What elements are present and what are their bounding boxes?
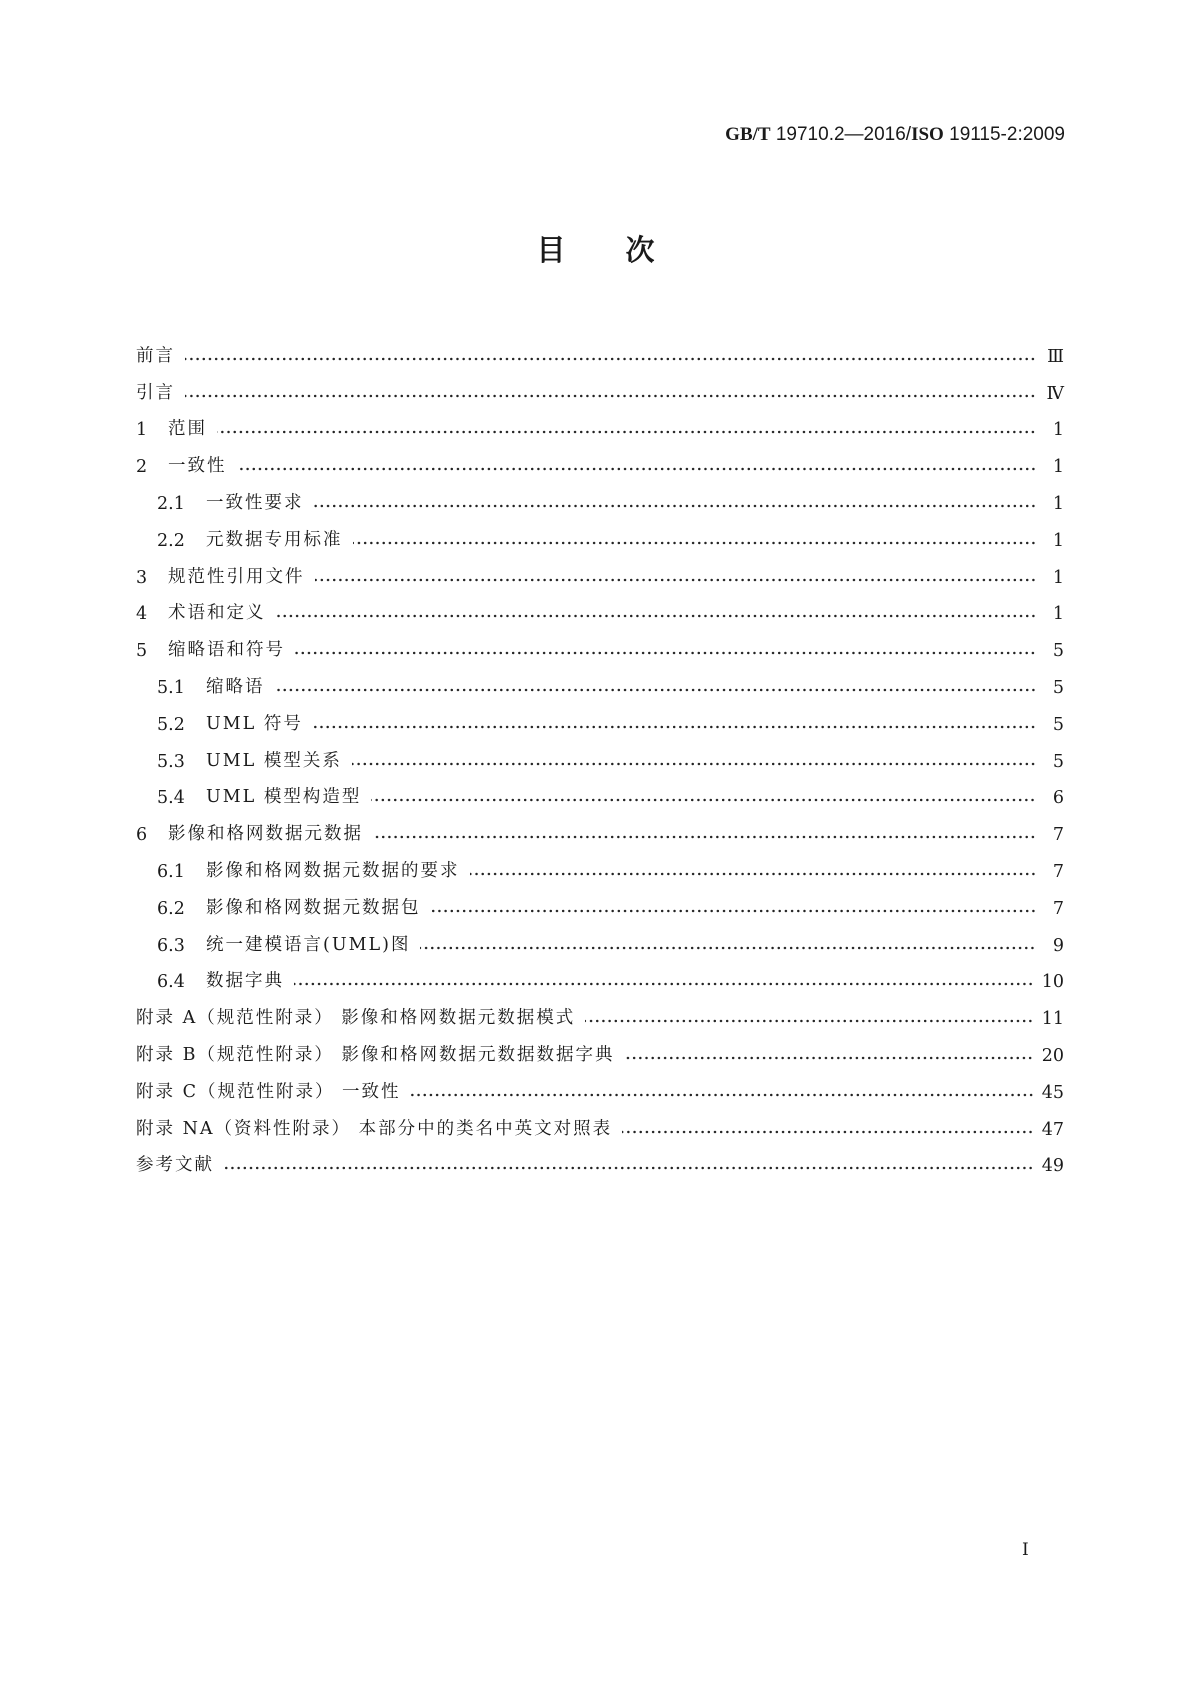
toc-entry-page: 1 [1052, 567, 1064, 588]
toc-entry-number: 5.4 [157, 788, 185, 809]
page-number: I [1022, 1540, 1029, 1560]
toc-entry[interactable] [136, 808, 1064, 845]
toc-entry-label: 数据字典 [206, 971, 284, 992]
toc-entry-label: 范围 [168, 419, 207, 440]
toc-entry-label: UML 符号 [206, 713, 303, 734]
toc-entry-label: 规范性引用文件 [168, 566, 305, 587]
toc-entry-page: 5 [1052, 641, 1064, 662]
toc-entry-page: 7 [1052, 898, 1064, 919]
toc-entry-number: 5.1 [157, 677, 185, 698]
toc-entry-number: 6.4 [157, 972, 185, 993]
toc-entry-label: UML 模型关系 [206, 750, 342, 771]
dot-leader [294, 982, 1034, 986]
toc-entry-page: 45 [1041, 1082, 1064, 1103]
toc-entry-page: 7 [1052, 825, 1064, 846]
toc-entry-page: 11 [1041, 1009, 1064, 1030]
dot-leader [353, 541, 1037, 545]
toc-entry[interactable] [136, 845, 1064, 882]
document-code-header [725, 124, 1065, 146]
toc-entry-label: 统一建模语言(UML)图 [206, 934, 411, 955]
dot-leader [624, 1056, 1033, 1060]
toc-entry-label: 前言 [136, 345, 175, 366]
toc-entry[interactable] [136, 919, 1064, 956]
dot-leader [315, 578, 1037, 582]
toc-entry-page: Ⅲ [1047, 346, 1064, 367]
dot-leader [420, 946, 1036, 950]
toc-entry[interactable] [136, 772, 1064, 809]
toc-entry[interactable] [136, 1066, 1064, 1103]
toc-entry[interactable] [136, 992, 1064, 1029]
dot-leader [275, 688, 1037, 692]
dot-leader [314, 504, 1037, 508]
toc-entry[interactable] [136, 514, 1064, 551]
dot-leader [276, 614, 1037, 618]
dot-leader [585, 1019, 1033, 1023]
toc-entry-label: 一致性 [168, 456, 227, 477]
code-iso: ISO [911, 124, 944, 145]
toc-entry-label: 参考文献 [136, 1155, 214, 1176]
toc-entry[interactable] [136, 1029, 1064, 1066]
dot-leader [371, 798, 1036, 802]
toc-entry-page: 7 [1052, 861, 1064, 882]
dot-leader [295, 651, 1036, 655]
dot-leader [185, 394, 1036, 398]
toc-entry-label: UML 模型构造型 [206, 787, 362, 808]
dot-leader [224, 1166, 1034, 1170]
toc-entry-number: 5 [136, 641, 148, 662]
page-title: 目次 [536, 233, 715, 267]
toc-entry[interactable] [136, 698, 1064, 735]
toc-entry-number: 2.2 [157, 530, 185, 551]
toc-entry[interactable] [136, 367, 1064, 404]
toc-entry[interactable] [136, 404, 1064, 441]
toc-entry-page: 1 [1052, 530, 1064, 551]
dot-leader [470, 872, 1037, 876]
toc-entry-page: 1 [1052, 420, 1064, 441]
dot-leader [411, 1093, 1034, 1097]
toc-entry-number: 5.3 [157, 751, 185, 772]
toc-entry-page: 1 [1052, 604, 1064, 625]
toc-entry-page: Ⅳ [1046, 383, 1064, 404]
toc-entry[interactable] [136, 956, 1064, 993]
toc-entry-page: 5 [1052, 751, 1064, 772]
toc-entry-label: 附录 A（规范性附录） 影像和格网数据元数据模式 [136, 1008, 576, 1029]
toc-entry-page: 47 [1041, 1119, 1064, 1140]
toc-entry-page: 49 [1041, 1156, 1064, 1177]
toc-entry-label: 一致性要求 [206, 492, 304, 513]
toc-entry-page: 6 [1052, 788, 1064, 809]
toc-entry[interactable] [136, 1140, 1064, 1177]
toc-entry-number: 2 [136, 457, 148, 478]
toc-entry-page: 20 [1041, 1045, 1064, 1066]
toc-entry-page: 1 [1052, 457, 1064, 478]
toc-entry-number: 2.1 [157, 493, 185, 514]
toc-entry-page: 1 [1052, 493, 1064, 514]
toc-entry-number: 6.3 [157, 935, 185, 956]
toc-entry[interactable] [136, 1103, 1064, 1140]
dot-leader [313, 725, 1036, 729]
toc-entry-page: 5 [1052, 677, 1064, 698]
toc-entry[interactable] [136, 551, 1064, 588]
toc-entry-label: 附录 B（规范性附录） 影像和格网数据元数据数据字典 [136, 1044, 615, 1065]
toc-entry-number: 6.2 [157, 898, 185, 919]
code-mid: 19710.2—2016/ [770, 124, 912, 145]
toc-entry[interactable] [136, 661, 1064, 698]
toc-entry-label: 元数据专用标准 [206, 529, 343, 550]
toc-entry-label: 影像和格网数据元数据的要求 [206, 860, 460, 881]
toc-entry-label: 术语和定义 [168, 603, 266, 624]
toc-entry-number: 1 [136, 420, 148, 441]
toc-entry-label: 引言 [136, 382, 175, 403]
dot-leader [622, 1130, 1034, 1134]
toc-entry-number: 5.2 [157, 714, 185, 735]
toc-entry[interactable] [136, 624, 1064, 661]
toc-entry-label: 影像和格网数据元数据包 [206, 897, 421, 918]
dot-leader [237, 467, 1037, 471]
toc-entry-page: 9 [1052, 935, 1064, 956]
toc-entry-page: 5 [1052, 714, 1064, 735]
toc-entry[interactable] [136, 440, 1064, 477]
toc-entry[interactable] [136, 735, 1064, 772]
toc-entry-label: 缩略语和符号 [168, 640, 285, 661]
dot-leader [431, 909, 1037, 913]
toc-entry[interactable] [136, 588, 1064, 625]
toc-entry-number: 6 [136, 825, 148, 846]
toc-entry-label: 缩略语 [206, 676, 265, 697]
toc-entry[interactable] [136, 882, 1064, 919]
code-suffix: 19115-2:2009 [943, 124, 1065, 145]
dot-leader [217, 430, 1036, 434]
dot-leader [352, 762, 1036, 766]
dot-leader [373, 835, 1036, 839]
toc-entry[interactable] [136, 477, 1064, 514]
toc-entry-label: 附录 C（规范性附录） 一致性 [136, 1081, 401, 1102]
toc-entry[interactable] [136, 330, 1064, 367]
toc-entry-number: 4 [136, 604, 148, 625]
code-prefix: GB/T [725, 124, 771, 145]
toc-entry-label: 影像和格网数据元数据 [168, 824, 363, 845]
toc-entry-label: 附录 NA（资料性附录） 本部分中的类名中英文对照表 [136, 1118, 613, 1139]
toc-entry-number: 6.1 [157, 861, 185, 882]
table-of-contents [136, 330, 1064, 1176]
dot-leader [185, 357, 1036, 361]
toc-entry-number: 3 [136, 567, 148, 588]
toc-entry-page: 10 [1041, 972, 1064, 993]
